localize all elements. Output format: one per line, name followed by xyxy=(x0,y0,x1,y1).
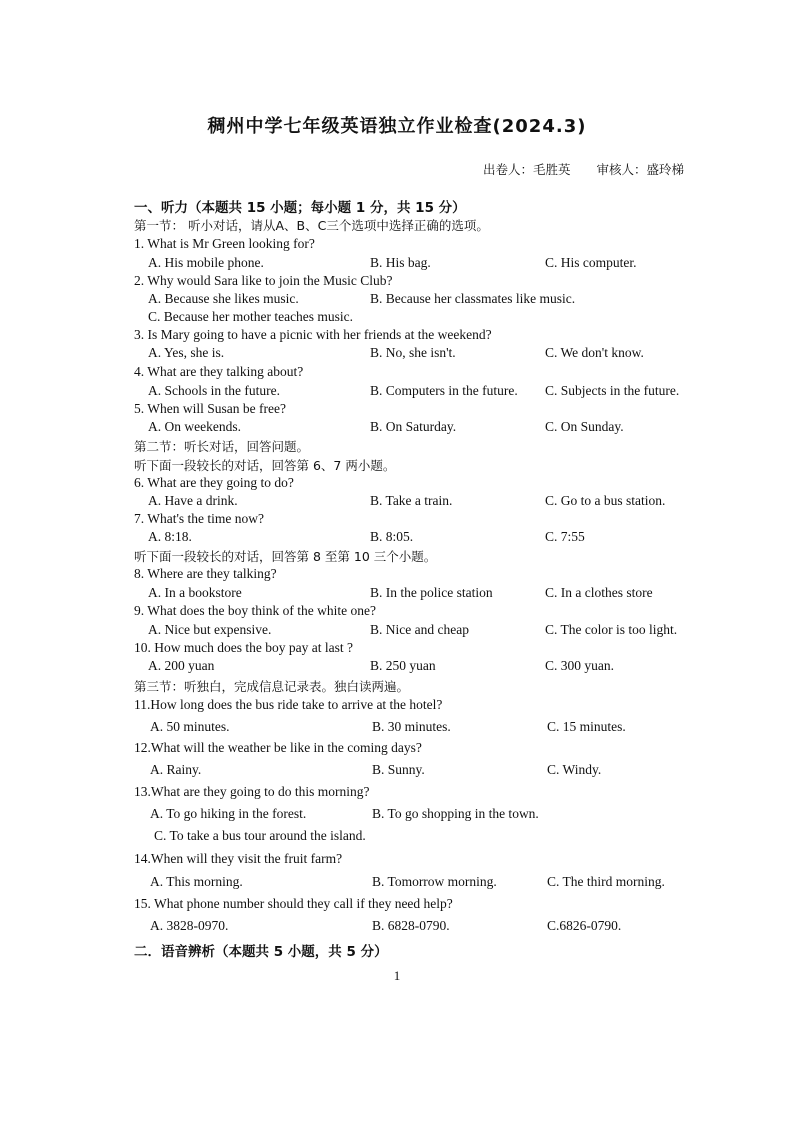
question-4: 4. What are they talking about? xyxy=(134,364,304,379)
question-11: 11.How long does the bus ride take to arrive at the hotel? xyxy=(134,697,443,712)
page-number: 1 xyxy=(393,968,401,983)
q6-option-a: A. Have a drink. xyxy=(148,493,238,508)
q1-option-a: A. His mobile phone. xyxy=(148,255,264,270)
q5-option-c: C. On Sunday. xyxy=(545,419,624,434)
q13-option-b: B. To go shopping in the town. xyxy=(372,806,539,821)
q7-option-a: A. 8:18. xyxy=(148,529,192,544)
q2-option-b: B. Because her classmates like music. xyxy=(370,291,576,306)
authors xyxy=(461,160,684,178)
q3-option-c: C. We don't know. xyxy=(545,345,644,360)
q10-option-a: A. 200 yuan xyxy=(148,658,215,673)
part2-note-a: 听下面一段较长的对话，回答第 6、7 两小题。 xyxy=(134,458,396,473)
q10-option-b: B. 250 yuan xyxy=(370,658,436,673)
question-3: 3. Is Mary going to have a picnic with her friends at the weekend? xyxy=(134,327,492,342)
question-10: 10. How much does the boy pay at last ? xyxy=(134,640,353,655)
q3-option-a: A. Yes, she is. xyxy=(148,345,225,360)
q12-option-b: B. Sunny. xyxy=(372,762,425,777)
author-writer: 出卷人：毛胜英 xyxy=(482,162,571,177)
q15-option-a: A. 3828-0970. xyxy=(150,918,229,933)
part2-note-b: 听下面一段较长的对话，回答第 8 至第 10 三个小题。 xyxy=(134,549,437,564)
question-14: 14.When will they visit the fruit farm? xyxy=(134,851,343,866)
q5-option-a: A. On weekends. xyxy=(148,419,241,434)
q6-option-b: B. Take a train. xyxy=(370,493,453,508)
q15-option-b: B. 6828-0790. xyxy=(372,918,450,933)
question-1: 1. What is Mr Green looking for? xyxy=(134,236,315,251)
section-heading-phonetics: 二．语音辨析（本题共 5 小题，共 5 分） xyxy=(134,944,388,960)
q14-option-b: B. Tomorrow morning. xyxy=(372,874,497,889)
q3-option-b: B. No, she isn't. xyxy=(370,345,456,360)
q1-option-c: C. His computer. xyxy=(545,255,637,270)
q4-option-a: A. Schools in the future. xyxy=(148,383,280,398)
question-2: 2. Why would Sara like to join the Music Club? xyxy=(134,273,393,288)
q8-option-c: C. In a clothes store xyxy=(545,585,653,600)
q11-option-b: B. 30 minutes. xyxy=(372,719,451,734)
question-13: 13.What are they going to do this morning? xyxy=(134,784,370,799)
q8-option-b: B. In the police station xyxy=(370,585,493,600)
q4-option-c: C. Subjects in the future. xyxy=(545,383,680,398)
q10-option-c: C. 300 yuan. xyxy=(545,658,614,673)
part1-instruction: 第一节： 听小对话，请从A、B、C三个选项中选择正确的选项。 xyxy=(134,218,489,233)
q4-option-b: B. Computers in the future. xyxy=(370,383,518,398)
q5-option-b: B. On Saturday. xyxy=(370,419,457,434)
q11-option-c: C. 15 minutes. xyxy=(547,719,626,734)
q12-option-a: A. Rainy. xyxy=(150,762,202,777)
q13-option-c: C. To take a bus tour around the island. xyxy=(154,828,366,843)
q14-option-a: A. This morning. xyxy=(150,874,243,889)
q9-option-b: B. Nice and cheap xyxy=(370,622,469,637)
q14-option-c: C. The third morning. xyxy=(547,874,665,889)
q9-option-c: C. The color is too light. xyxy=(545,622,678,637)
question-15: 15. What phone number should they call if they need help? xyxy=(134,896,453,911)
part3-instruction: 第三节：听独白，完成信息记录表。独白读两遍。 xyxy=(134,679,410,694)
section-heading-listening: 一、听力（本题共 15 小题；每小题 1 分，共 15 分） xyxy=(134,200,466,216)
q2-option-a: A. Because she likes music. xyxy=(148,291,299,306)
q12-option-c: C. Windy. xyxy=(547,762,602,777)
q7-option-c: C. 7:55 xyxy=(545,529,585,544)
q8-option-a: A. In a bookstore xyxy=(148,585,242,600)
q11-option-a: A. 50 minutes. xyxy=(150,719,230,734)
q1-option-b: B. His bag. xyxy=(370,255,431,270)
q13-option-a: A. To go hiking in the forest. xyxy=(150,806,307,821)
page-title: 稠州中学七年级英语独立作业检查(2024.3) xyxy=(207,116,587,137)
q7-option-b: B. 8:05. xyxy=(370,529,414,544)
q2-option-c: C. Because her mother teaches music. xyxy=(148,309,354,324)
author-reviewer: 审核人：盛玲梯 xyxy=(596,162,684,177)
part2-instruction: 第二节：听长对话，回答问题。 xyxy=(134,439,310,454)
question-9: 9. What does the boy think of the white one? xyxy=(134,603,376,618)
q9-option-a: A. Nice but expensive. xyxy=(148,622,272,637)
question-5: 5. When will Susan be free? xyxy=(134,401,286,416)
q15-option-c: C.6826-0790. xyxy=(547,918,622,933)
question-7: 7. What's the time now? xyxy=(134,511,265,526)
question-6: 6. What are they going to do? xyxy=(134,475,294,490)
q6-option-c: C. Go to a bus station. xyxy=(545,493,666,508)
question-8: 8. Where are they talking? xyxy=(134,566,277,581)
question-12: 12.What will the weather be like in the coming days? xyxy=(134,740,422,755)
